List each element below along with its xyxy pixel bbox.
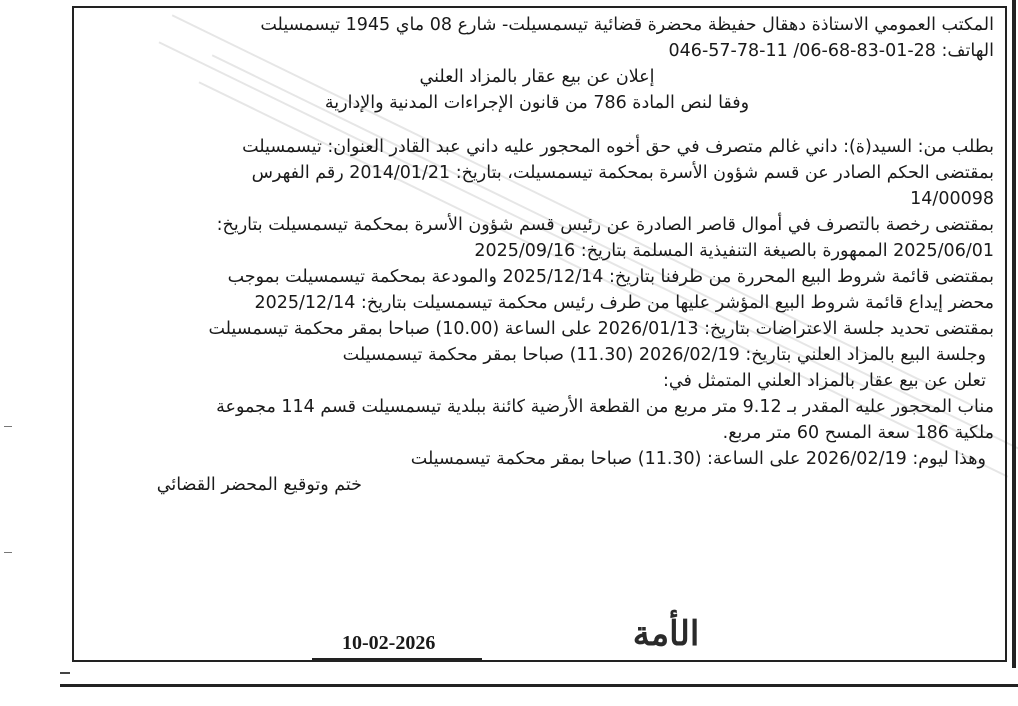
body-line: بطلب من: السيد(ة): داني غالم متصرف في حق أخوه المحجور عليه داني عبد القادر العنوان: تيسمسيلت bbox=[242, 137, 994, 157]
column-rule-bottom bbox=[60, 684, 1018, 687]
body-line: بمقتضى تحديد جلسة الاعتراضات بتاريخ: 2026/01/13 على الساعة (10.00) صباحا بمقر محكمة تيسمسيلت bbox=[208, 319, 994, 339]
body-line: مناب المحجور عليه المقدر بـ 9.12 متر مربع من القطعة الأرضية كائنة ببلدية تيسمسيلت قسم 114 مجموعة bbox=[216, 397, 994, 417]
margin-tick bbox=[4, 426, 12, 427]
body-line: وجلسة البيع بالمزاد العلني بتاريخ: 2026/02/19 (11.30) صباحا بمقر محكمة تيسمسيلت bbox=[342, 345, 986, 365]
header-phone: الهاتف: 28-01-83-68-06/ 11-78-57-046 bbox=[668, 41, 994, 61]
column-rule-left bbox=[60, 672, 70, 674]
body-line: وهذا ليوم: 2026/02/19 على الساعة: (11.30) صباحا بمقر محكمة تيسمسيلت bbox=[410, 449, 986, 469]
signature-label: ختم وتوقيع المحضر القضائي bbox=[156, 475, 362, 495]
body-line: ملكية 186 سعة المسح 60 متر مربع. bbox=[722, 423, 994, 443]
body-line: 2025/06/01 الممهورة بالصيغة التنفيذية المسلمة بتاريخ: 2025/09/16 bbox=[474, 241, 994, 261]
logo-wordmark: الأمة bbox=[632, 614, 700, 654]
header-office: المكتب العمومي الاستاذة دهقال حفيظة محضرة قضائية تيسمسيلت- شارع 08 ماي 1945 تيسمسيلت bbox=[260, 15, 994, 35]
newspaper-logo bbox=[596, 616, 736, 660]
margin-tick bbox=[4, 552, 12, 553]
body-line: 14/00098 bbox=[910, 189, 994, 209]
notice-title: إعلان عن بيع عقار بالمزاد العلني bbox=[419, 67, 655, 87]
notice-subtitle: وفقا لنص المادة 786 من قانون الإجراءات المدنية والإدارية bbox=[324, 93, 750, 113]
date-underline bbox=[312, 658, 482, 660]
body-line: بمقتضى الحكم الصادر عن قسم شؤون الأسرة بمحكمة تيسمسيلت، بتاريخ: 2014/01/21 رقم الفهرس bbox=[251, 163, 994, 183]
body-line: تعلن عن بيع عقار بالمزاد العلني المتمثل في: bbox=[662, 371, 986, 391]
body-line: محضر إيداع قائمة شروط البيع المؤشر عليها من طرف رئيس محكمة تيسمسيلت بتاريخ: 2025/12/14 bbox=[254, 293, 994, 313]
publication-date: 10-02-2026 bbox=[342, 632, 436, 654]
notice-text bbox=[80, 12, 994, 498]
column-rule-right bbox=[1012, 0, 1016, 668]
body-line: بمقتضى قائمة شروط البيع المحررة من طرفنا بتاريخ: 2025/12/14 والمودعة بمحكمة تيسمسيلت بموجب bbox=[227, 267, 994, 287]
body-line: بمقتضى رخصة بالتصرف في أموال قاصر الصادرة عن رئيس قسم شؤون الأسرة بمحكمة تيسمسيلت بتاريخ: bbox=[216, 215, 994, 235]
